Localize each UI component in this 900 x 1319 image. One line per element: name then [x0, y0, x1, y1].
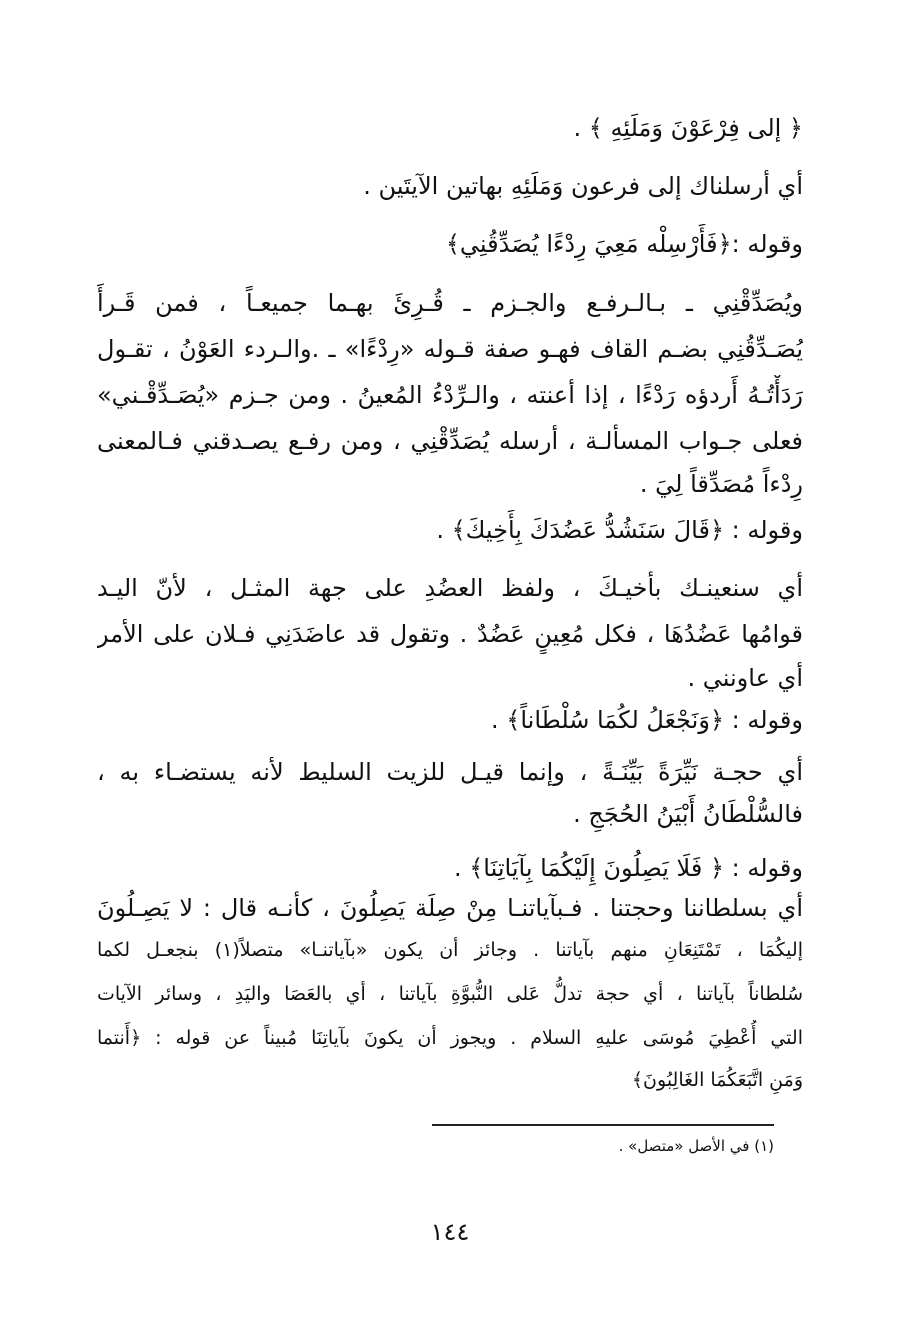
footnote: (١) في الأصل «متصل» . [618, 1137, 774, 1155]
verse-line: وقوله :﴿فَأَرْسِلْه مَعِيَ رِدْءًا يُصَدِّقُنِي﴾ [445, 230, 803, 258]
verse-line: وقوله : ﴿قَالَ سَنَشُدُّ عَضُدَكَ بِأَخِيكَ﴾ . [436, 516, 803, 544]
commentary-line: سُلطاناً بآياتنا ، أي حجة تدلُّ عَلى النُّبوَّةِ بآياتنا ، أي بالعَصَا واليَدِ ، وسائر الآيات [97, 983, 803, 1005]
commentary-line: أي أرسلناك إلى فرعون وَمَلَئِهِ بهاتين الآيتَين . [363, 172, 803, 200]
page-number: ١٤٤ [430, 1218, 470, 1246]
commentary-line: أي سنعينـك بأخيـكَ ، ولفظ العضُدِ على جهة المثـل ، لأنّ اليـد [97, 574, 803, 602]
commentary-line: التي أُعْطِيَ مُوسَى عليهِ السلام . ويجوز أن يكونَ بآياتِنَا مُبيناً عن قوله : ﴿أَنتما [97, 1027, 803, 1049]
commentary-line: يُصَـدِّقُنِي بضـم القاف فهـو صفة قـوله «رِدْءًا» ـ .والـردء العَوْنُ ، تقـول [97, 335, 803, 363]
commentary-line: إليكُمَا ، تَمْتَنِعَانِ منهم بآياتنا . وجائز أن يكون «بآياتنـا» متصلاً(١) بنجعـل لكما [97, 939, 803, 961]
verse-line: وقوله : ﴿ فَلَا يَصِلُونَ إِلَيْكُمَا بِآيَاتِنَا﴾ . [453, 854, 803, 882]
commentary-line: أي حجـة نَيِّرَةً بَيِّنَـةً ، وإنما قيـل للزيت السليط لأنه يستضـاء به ، [97, 758, 803, 786]
commentary-line: ويُصَدِّقْنِي ـ بـالـرفـع والجـزم ـ قُـرِئَ بهـما جميعـاً ، فمن قَـرأَ [97, 289, 803, 317]
verse-line: ﴿ إلى فِرْعَوْنَ وَمَلَئِهِ ﴾ . [573, 114, 803, 142]
footnote-separator [432, 1124, 774, 1126]
commentary-line: فعلى جـواب المسألـة ، أرسله يُصَدِّقْنِي ، ومن رفـع يصـدقني فـالمعنى [97, 427, 803, 455]
commentary-line: وَمَنِ اتَّبَعَكُمَا الغَالِبُونَ﴾ [631, 1069, 803, 1091]
commentary-line: فالسُّلْطَانُ أَبْيَنُ الحُجَجِ . [573, 800, 803, 828]
verse-line: وقوله : ﴿وَنَجْعَلُ لكُمَا سُلْطَاناً﴾ . [491, 706, 803, 734]
commentary-line: قوامُها عَضُدُهَا ، فكل مُعِينٍ عَضُدٌ . وتقول قد عاضَدَنِي فـلان على الأمر [97, 620, 803, 648]
commentary-line: رِدْءاً مُصَدِّقاً لِيَ . [639, 470, 803, 498]
commentary-line: رَدَأْتُـهُ أَردؤه رَدْءًا ، إذا أعنته ، والـرِّدْءُ المُعينُ . ومن جـزم «يُصَـدِّقْـني» [97, 381, 803, 409]
commentary-line: أي بسلطاننا وحجتنا . فـبآياتنـا مِنْ صِلَة يَصِلُونَ ، كأنـه قال : لا يَصِـلُونَ [97, 894, 803, 922]
commentary-line: أي عاونني . [687, 664, 803, 692]
